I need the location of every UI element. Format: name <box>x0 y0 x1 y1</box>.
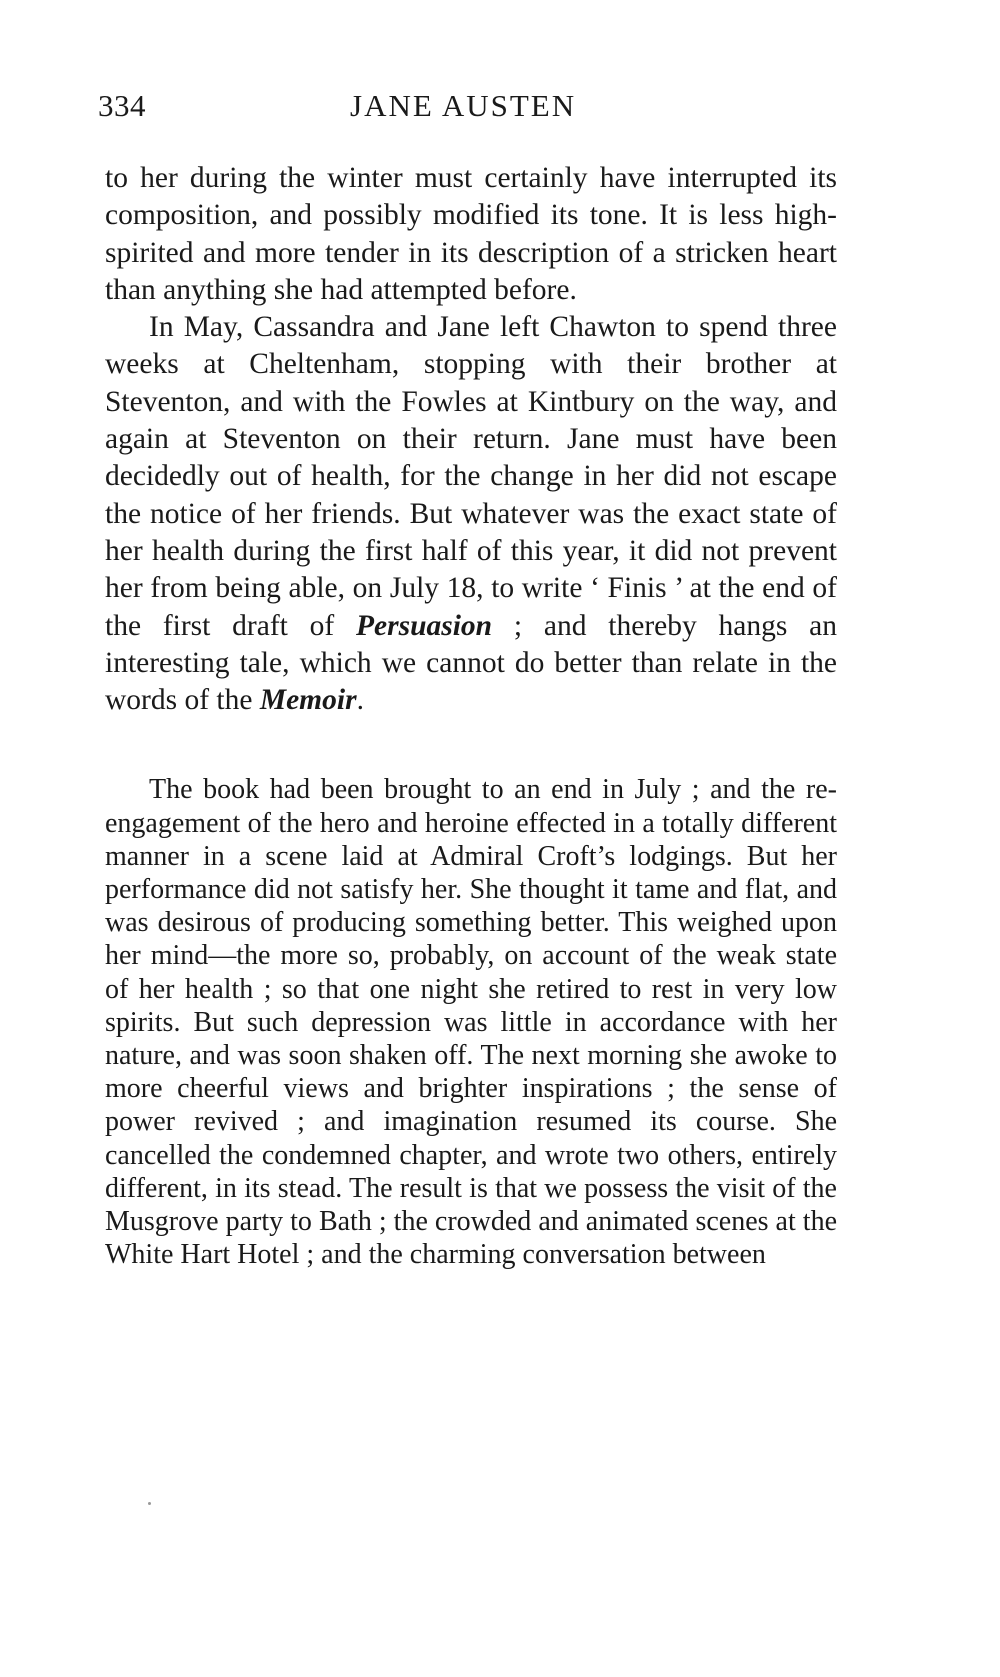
book-title-memoir: Memoir <box>259 684 357 717</box>
paragraph-text-end: . <box>356 684 364 717</box>
paper-speck <box>148 1502 151 1505</box>
paragraph-continued: to her during the winter must certainly have interrupted its composition, and possibly modified its tone. It is less high-spirited and more tender in its description of a stricken heart than anything she had attempted before. <box>105 162 837 306</box>
body-text <box>105 160 837 1272</box>
running-title: JANE AUSTEN <box>350 88 577 123</box>
paragraph-text-a: In May, Cassandra and Jane left Chawton to spend three weeks at Cheltenham, stopping with their brother at Steventon, and with the Fowles at Kintbury on the way, and again at Steventon on their return. Jane must have been decidedly out of health, for the change in her did not escape the notice of her friends. But whatever was the exact state of her health during the first half of this year, it did not prevent her from being able, on July 18, to write ‘ Finis ’ at the end of the first draft of <box>105 311 837 642</box>
paragraph-may-cheltenham <box>105 309 837 719</box>
paragraph-text-b: ; and thereby hangs an interesting tale, which we cannot do better than relate in the words of the <box>105 609 837 717</box>
running-head <box>98 88 838 138</box>
book-title-persuasion: Persuasion <box>356 609 493 642</box>
quote-paragraph: The book had been brought to an end in July ; and the re-engagement of the hero and heroine effected in a totally different manner in a scene laid at Admiral Croft’s lodgings. But her performance did not satisfy her. She thought it tame and flat, and was desirous of producing something better. This weighed upon her mind—the more so, probably, on account of the weak state of her health ; so that one night she retired to rest in very low spirits. But such depression was little in accordance with her nature, and was soon shaken off. The next morning she awoke to more cheerful views and brighter inspirations ; the sense of power revived ; and imagination resumed its course. She cancelled the condemned chapter, and wrote two others, entirely different, in its stead. The result is that we possess the visit of the Musgrove party to Bath ; the crowded and animated scenes at the White Hart Hotel ; and the charming conversation between <box>105 774 837 1271</box>
block-quote <box>105 773 837 1271</box>
page-number: 334 <box>98 88 146 123</box>
